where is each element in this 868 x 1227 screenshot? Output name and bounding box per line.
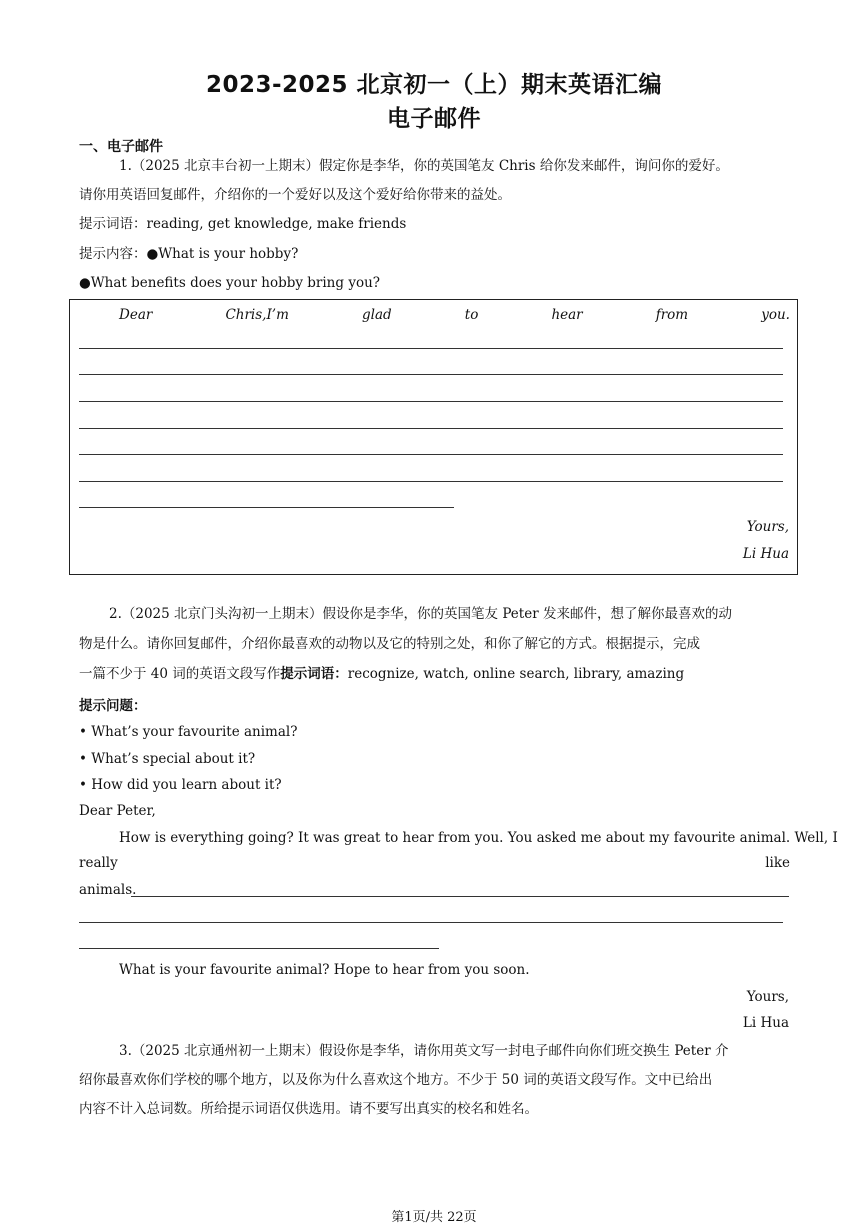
q2-hint-words: recognize, watch, online search, library, amazing <box>347 666 685 682</box>
q1-letter-word: from <box>655 307 689 323</box>
q1-closing: Yours, <box>746 519 789 535</box>
q1-intro-line1: 1.（2025 北京丰台初一上期末）假定你是李华，你的英国笔友 Chris 给你发来邮件，询问你的爱好。 <box>119 158 729 174</box>
q1-hint-content: 提示内容：●What is your hobby? <box>79 246 299 262</box>
q2-body-word: like <box>765 855 790 871</box>
q1-answer-box <box>69 299 798 575</box>
q2-intro-line1: 2.（2025 北京门头沟初一上期末）假设你是李华，你的英国笔友 Peter 发来邮件，想了解你最喜欢的动 <box>109 606 732 622</box>
q1-hint-content-2: ●What benefits does your hobby bring you? <box>79 275 381 291</box>
q1-writing-line[interactable] <box>79 401 783 402</box>
q1-signature: Li Hua <box>742 546 789 562</box>
q2-body-word: really <box>79 855 118 871</box>
q1-letter-word: Dear <box>119 307 153 323</box>
q2-intro-line3 <box>79 665 684 683</box>
q2-body-line3: animals. <box>79 882 137 898</box>
q2-closing-line: What is your favourite animal? Hope to hear from you soon. <box>119 962 530 978</box>
q3-intro-line2: 绍你最喜欢你们学校的哪个地方，以及你为什么喜欢这个地方。不少于 50 词的英语文段写作。文中已给出 <box>79 1072 713 1088</box>
q1-letter-word: Chris,I’m <box>225 307 289 323</box>
q1-writing-line[interactable] <box>79 374 783 375</box>
q2-body-line2 <box>79 855 790 871</box>
q2-questions-heading: 提示问题： <box>79 698 147 714</box>
q2-question: • What’s your favourite animal? <box>79 724 298 740</box>
q1-intro-line2: 请你用英语回复邮件，介绍你的一个爱好以及这个爱好给你带来的益处。 <box>79 187 511 203</box>
q1-letter-word: to <box>464 307 479 323</box>
q1-letter-opening <box>119 307 790 323</box>
q3-intro-line3: 内容不计入总词数。所给提示词语仅供选用。请不要写出真实的校名和姓名。 <box>79 1101 538 1117</box>
q1-letter-word: hear <box>551 307 583 323</box>
page-subtitle: 电子邮件 <box>387 106 481 132</box>
q3-intro-line1: 3.（2025 北京通州初一上期末）假设你是李华，请你用英文写一封电子邮件向你们班交换生 Peter 介 <box>119 1043 729 1059</box>
q2-body-line1: How is everything going? It was great to hear from you. You asked me about my favourite animal. Well, I <box>119 830 838 846</box>
q1-writing-line[interactable] <box>79 481 783 482</box>
q2-question: • How did you learn about it? <box>79 777 282 793</box>
q2-intro-line3-text: 一篇不少于 40 词的英语文段写作 <box>79 666 281 682</box>
q1-letter-word: you. <box>761 307 790 323</box>
page-title: 2023-2025 北京初一（上）期末英语汇编 <box>205 72 663 98</box>
section-heading: 一、电子邮件 <box>79 139 163 155</box>
q1-letter-word: glad <box>362 307 392 323</box>
q2-writing-line[interactable] <box>79 922 783 923</box>
q1-writing-line[interactable] <box>79 454 783 455</box>
q2-greeting: Dear Peter, <box>79 803 156 819</box>
q2-writing-line-short[interactable] <box>79 948 439 949</box>
q2-intro-line2: 物是什么。请你回复邮件，介绍你最喜欢的动物以及它的特别之处，和你了解它的方式。根据提示，完成 <box>79 636 700 652</box>
q1-hint-words: 提示词语：reading, get knowledge, make friends <box>79 216 407 232</box>
q2-question: • What’s special about it? <box>79 751 256 767</box>
q1-writing-line-short[interactable] <box>79 507 454 508</box>
q2-hint-label: 提示词语： <box>280 666 348 682</box>
q1-writing-line[interactable] <box>79 348 783 349</box>
page-number: 第1页/共 22页 <box>391 1210 477 1225</box>
q2-closing: Yours, <box>746 989 789 1005</box>
q2-writing-line[interactable] <box>131 896 789 897</box>
q1-writing-line[interactable] <box>79 428 783 429</box>
q2-signature: Li Hua <box>742 1015 789 1031</box>
